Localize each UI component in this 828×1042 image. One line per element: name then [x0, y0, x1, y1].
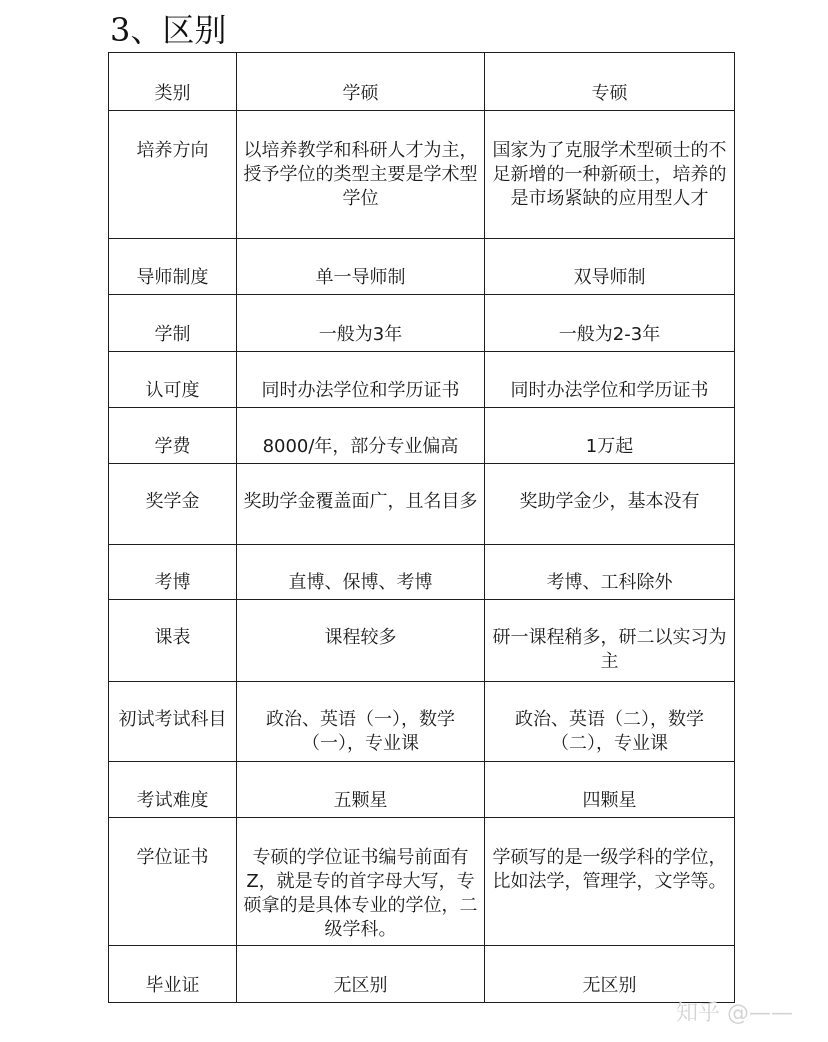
- row-category: 奖学金: [109, 464, 237, 545]
- row-academic-cell: 一般为3年: [237, 295, 485, 352]
- row-category: 考博: [109, 545, 237, 600]
- table-row: [109, 111, 735, 239]
- table-row: [109, 545, 735, 600]
- table-row: [109, 818, 735, 946]
- row-professional-cell: 研一课程稍多，研二以实习为主: [485, 600, 735, 682]
- row-category: 考试难度: [109, 762, 237, 818]
- row-category: 培养方向: [109, 111, 237, 239]
- row-professional-cell: 国家为了克服学术型硕士的不足新增的一种新硕士，培养的是市场紧缺的应用型人才: [485, 111, 735, 239]
- row-academic-cell: 五颗星: [237, 762, 485, 818]
- row-professional-cell: 无区别: [485, 946, 735, 1003]
- row-professional-cell: 学硕写的是一级学科的学位，比如法学，管理学，文学等。: [485, 818, 735, 946]
- row-professional-cell: 一般为2-3年: [485, 295, 735, 352]
- row-professional-cell: 政治、英语（二），数学（二），专业课: [485, 682, 735, 762]
- row-academic-cell: 政治、英语（一），数学（一），专业课: [237, 682, 485, 762]
- row-professional-cell: 奖助学金少，基本没有: [485, 464, 735, 545]
- table-header-row: [109, 53, 735, 111]
- watermark: 知乎 @——: [676, 1001, 793, 1026]
- header-category: 类别: [109, 53, 237, 111]
- row-academic-cell: 专硕的学位证书编号前面有Z，就是专的首字母大写，专硕拿的是具体专业的学位，二级学科。: [237, 818, 485, 946]
- row-category: 课表: [109, 600, 237, 682]
- row-academic-cell: 直博、保博、考博: [237, 545, 485, 600]
- row-professional-cell: 同时办法学位和学历证书: [485, 352, 735, 408]
- row-academic-cell: 无区别: [237, 946, 485, 1003]
- row-professional-cell: 四颗星: [485, 762, 735, 818]
- header-professional: 专硕: [485, 53, 735, 111]
- row-academic-cell: 以培养教学和科研人才为主，授予学位的类型主要是学术型学位: [237, 111, 485, 239]
- row-category: 学费: [109, 408, 237, 464]
- row-professional-cell: 双导师制: [485, 239, 735, 295]
- table-row: [109, 408, 735, 464]
- row-category: 认可度: [109, 352, 237, 408]
- page-title: 3、区别: [110, 11, 227, 49]
- header-academic: 学硕: [237, 53, 485, 111]
- row-category: 学制: [109, 295, 237, 352]
- row-academic-cell: 单一导师制: [237, 239, 485, 295]
- comparison-table: [108, 52, 735, 1003]
- row-professional-cell: 1万起: [485, 408, 735, 464]
- row-category: 导师制度: [109, 239, 237, 295]
- row-category: 初试考试科目: [109, 682, 237, 762]
- table-row: [109, 600, 735, 682]
- row-category: 学位证书: [109, 818, 237, 946]
- table-row: [109, 464, 735, 545]
- table-row: [109, 239, 735, 295]
- table-row: [109, 762, 735, 818]
- row-professional-cell: 考博、工科除外: [485, 545, 735, 600]
- row-academic-cell: 奖助学金覆盖面广，且名目多: [237, 464, 485, 545]
- table-row: [109, 352, 735, 408]
- table-row: [109, 682, 735, 762]
- row-academic-cell: 课程较多: [237, 600, 485, 682]
- table-row: [109, 295, 735, 352]
- row-academic-cell: 8000/年，部分专业偏高: [237, 408, 485, 464]
- row-category: 毕业证: [109, 946, 237, 1003]
- table-row: [109, 946, 735, 1003]
- row-academic-cell: 同时办法学位和学历证书: [237, 352, 485, 408]
